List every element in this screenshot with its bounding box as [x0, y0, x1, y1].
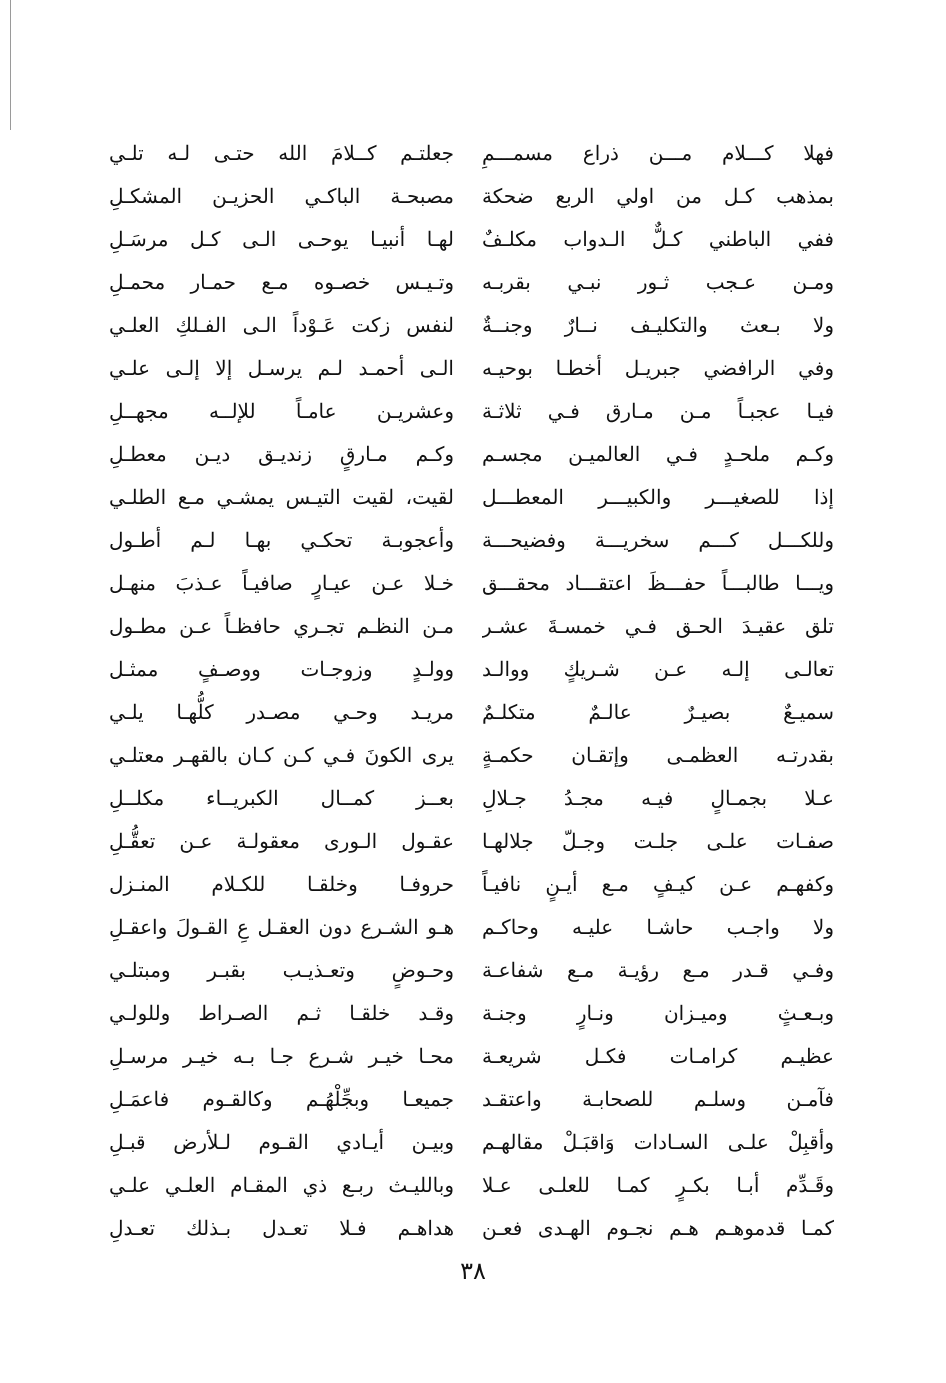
verse-line: وكـم مـارقٍ زنديـق ديـن معطـلِ [109, 442, 454, 466]
verse-line: صفـات علـى جلـت وجـلّ جلالهـا [482, 829, 834, 853]
verse-line: فهلا كـــلام مـــن ذراع مسمـــمِ [482, 141, 834, 165]
verse-line: وللكـــل كـــم سخريـــة وفضيحـــة [482, 528, 834, 552]
verse-line: حروفـا وخلقـا للكـلام المنـزل [109, 872, 454, 896]
verse-line: ولا واجـب حاشـا عليـه وحاكـم [482, 915, 834, 939]
verse-line: وولـدٍ وزوجـات ووصـفٍ ممثـل [109, 657, 454, 681]
verse-line: وعشريـن عامـاً للإلــه مجهــلِ [109, 399, 454, 423]
verse-line: وتـيـس خصـوه مـع حمـار محمـلِ [109, 270, 454, 294]
verse-line: وكفهـم عـن كيـفٍ مـع أيـنٍ نافيـاً [482, 872, 834, 896]
verse-line: محـا خيـر شـرع جـا بـه خيـر مرسـلِ [109, 1044, 454, 1068]
verse-line: عـلا بجمـالٍ فيـه مجـدُ جـلالِ [482, 786, 834, 810]
verse-line: مريـد وحـي مصـدر كلُّهـا يلـي [109, 700, 454, 724]
verse-line: عظيـم كرامـات فكـل شريعـة [482, 1044, 834, 1068]
verse-line: تلق عقيـدَ الحـق فـي خمسـةَ عشـر [482, 614, 834, 638]
verse-line: ويـــا طالبـــاً حفـــظَ اعتقـــاد محقـــق [482, 571, 834, 595]
verse-line: جميعـا وبجِّلْهُـم وكالقـوم فاعمَـلِ [109, 1087, 454, 1111]
verse-line: وبيـن أيـادي القـوم لـلأرض قبـلِ [109, 1130, 454, 1154]
verse-line: سميـعٌ بصيـرٌ عالـمٌ متكلـمٌ [482, 700, 834, 724]
verse-line: لقيت، لقيت التيـس يمشـي مـع الطلـي [109, 485, 454, 509]
verse-line: ولا بـعث والتكليـف نــارٌ وجنــةٌ [482, 313, 834, 337]
verse-line: مصبحـة الباكـي الحزيـن المشكـلِ [109, 184, 454, 208]
verse-line: وأعجوبـة تحكـي بهـا لـم أطـول [109, 528, 454, 552]
verse-line: فآمـن وسلـم للصحابـة واعتقـد [482, 1087, 834, 1111]
verse-line: مـن النظـم تجـري حافظـاً عـن مطـول [109, 614, 454, 638]
verse-line: بمذهب كـل من اولي الربع ضحكة [482, 184, 834, 208]
verse-line: بعــز كمــال الكبريــاء مكلــلِ [109, 786, 454, 810]
poem-body [0, 132, 946, 1242]
verse-line: إذا للصغيـــر والكبيـــر المعطـــل [482, 485, 834, 509]
verse-line: كمـا قدموهـم هـم نجـوم الهـدى فعـن [482, 1216, 834, 1240]
verse-line: وبالليـث ربـع ذي المقـام العلـي علـي [109, 1173, 454, 1197]
verse-line: هداهـم فـلا تعـدل بـذلك تعـدلِ [109, 1216, 454, 1240]
verse-line: تعالـى إلـه عـن شـريكٍ ووالـد [482, 657, 834, 681]
verse-line: لهـا أنبيـا يوحـى الـى كـل مرسَـلِ [109, 227, 454, 251]
verse-line: وكـم ملحـدٍ فـي العالميـن مجسـم [482, 442, 834, 466]
verse-line: عقـول الـورى معقولـة عـن تعقُّـلِ [109, 829, 454, 853]
left-hemistich-column [109, 132, 454, 1250]
verse-line: هـو الشـرع دون العقـل عِ القـولَ واعقـلِ [109, 915, 454, 939]
verse-line: وأقبِلْ علـى السـادات وَاقبَـلْ مقالهـم [482, 1130, 834, 1154]
right-hemistich-column [482, 132, 834, 1250]
verse-line: خـلا عـن عيـارٍ صافيـاً عـذبَ منهـل [109, 571, 454, 595]
verse-line: وقـد خلقـا ثـم الصـراط وللولـي [109, 1001, 454, 1025]
verse-line: يرى الكونَ فـي كـن كـان بالقهـر معتلـي [109, 743, 454, 767]
verse-line: وحـوضٍ وتعـذيـب بقبـر ومبتلـي [109, 958, 454, 982]
verse-line: فيـا عجبـاً مـن مـارق فـي ثلاثـة [482, 399, 834, 423]
verse-line: الـى أحمـد لـم يرسـل إلا إلـى علـي [109, 356, 454, 380]
verse-line: جعلتـم كــلامَ الله حتـى لـه تلـي [109, 141, 454, 165]
verse-line: وفـي قـدر مـع رؤيـة مـع شفاعـة [482, 958, 834, 982]
verse-line: وقَـدِّم أبـا بكـرٍ كمـا للعلـى عـلا [482, 1173, 834, 1197]
verse-line: لنفس زكت عَـوْداً الـى الفـلكِ العلـي [109, 313, 454, 337]
verse-line: بقدرتـه العظمـى وإتقـان حكمـةٍ [482, 743, 834, 767]
verse-line: وفي الرافضي جبريـل أخطـا بوحيـه [482, 356, 834, 380]
page-number: ٣٨ [460, 1257, 486, 1285]
verse-line: ففي الباطني كـلٌّ الـدواب مكلـفٌ [482, 227, 834, 251]
verse-line: وبـعـثٍ وميـزان ونـارٍ وجنـة [482, 1001, 834, 1025]
verse-line: ومـن عـجب ثـور نبـي بقربـه [482, 270, 834, 294]
margin-rule [10, 0, 11, 130]
